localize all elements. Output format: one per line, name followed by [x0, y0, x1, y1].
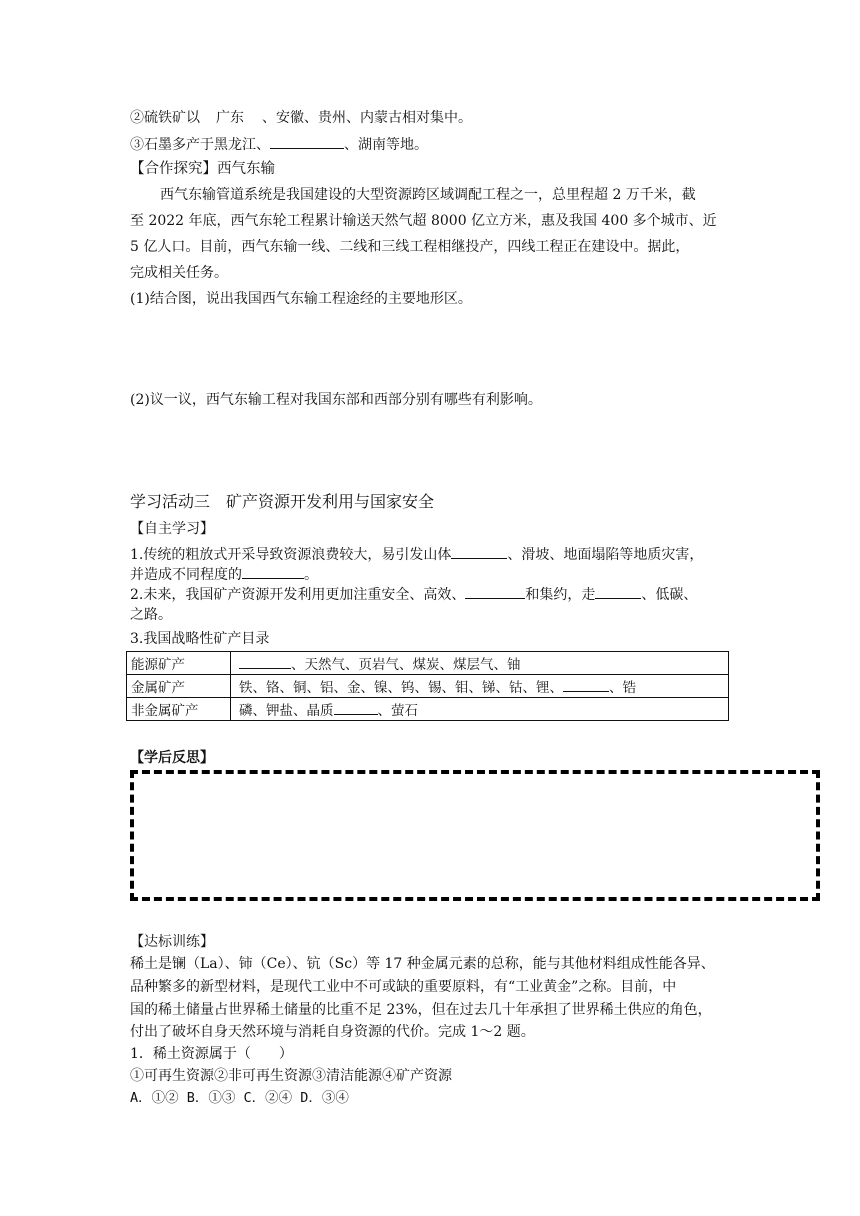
graphite-text-a: ③石墨多产于黑龙江、 [130, 137, 270, 153]
coop-para-line-1: 西气东输管道系统是我国建设的大型资源跨区域调配工程之一，总里程超 2 万千米，截 [160, 187, 696, 203]
table-row [127, 675, 729, 698]
item1-text-d: 。 [304, 567, 318, 583]
item2-text-b: 和集约，走 [525, 587, 596, 603]
item2-text-c: 、低碳、 [641, 587, 698, 603]
practice-question-1: 1．稀土资源属于（ ） [130, 1046, 293, 1062]
table-value [231, 675, 729, 698]
practice-q1-options: ①可再生资源②非可再生资源③清洁能源④矿产资源 [130, 1068, 452, 1084]
energy-blank[interactable] [239, 654, 291, 669]
item1-text-a: 1.传统的粗放式开采导致资源浪费较大，易引发山体 [130, 547, 452, 563]
table-value-text: 铁、铬、铜、铝、金、镍、钨、锡、钼、锑、钴、锂、 [239, 680, 563, 696]
coop-question-2: (2)议一议，西气东输工程对我国东部和西部分别有哪些有利影响。 [130, 392, 542, 408]
pyrite-line [130, 108, 472, 128]
coop-para-line-3: 5 亿人口。目前，西气东输一线、二线和三线工程相继投产，四线工程正在建设中。据此， [130, 239, 690, 255]
table-category: 非金属矿产 [127, 698, 231, 721]
graphite-text-b: 、湖南等地。 [344, 137, 428, 153]
table-value-text: 、锆 [609, 680, 636, 696]
metal-blank[interactable] [563, 677, 609, 692]
activity3-item2-line1 [130, 584, 697, 605]
pyrite-answer: 广东 [216, 110, 244, 126]
reflection-title: 【学后反思】 [130, 750, 214, 766]
table-value-text: 、萤石 [377, 703, 418, 719]
item1-blank-2[interactable] [242, 564, 304, 579]
table-row [127, 698, 729, 721]
activity3-item3: 3.我国战略性矿产目录 [130, 631, 270, 647]
activity3-title: 学习活动三 矿产资源开发利用与国家安全 [130, 492, 435, 511]
item1-text-b: 、滑坡、地面塌陷等地质灾害， [507, 547, 704, 563]
table-category: 能源矿产 [127, 652, 231, 675]
item2-blank-1[interactable] [465, 584, 525, 599]
coop-title: 【合作探究】西气东输 [130, 161, 275, 177]
activity3-item2-line2: 之路。 [130, 607, 172, 623]
table-value-text: 磷、钾盐、晶质 [239, 703, 334, 719]
practice-q1-choices[interactable]: A．①② B．①③ C．②④ D．③④ [130, 1090, 349, 1106]
item1-blank-1[interactable] [451, 544, 507, 559]
practice-para-line-2: 品种繁多的新型材料，是现代工业中不可或缺的重要原料，有“工业黄金”之称。目前，中 [130, 979, 677, 995]
coop-para-line-2: 至 2022 年底，西气东轮工程累计输送天然气超 8000 亿立方米，惠及我国 400 多个城市、近 [130, 213, 717, 229]
pyrite-text-c: 、安徽、贵州、内蒙古相对集中。 [262, 110, 472, 126]
practice-para-line-3: 国的稀土储量占世界稀土储量的比重不足 23%，但在过去几十年承担了世界稀土供应的角色， [130, 1002, 712, 1018]
practice-para-line-4: 付出了破坏自身天然环境与消耗自身资源的代价。完成 1～2 题。 [130, 1024, 535, 1040]
item2-blank-2[interactable] [595, 584, 641, 599]
practice-para-line-1: 稀土是镧（La）、铈（Ce）、钪（Sc）等 17 种金属元素的总称，能与其他材料组成性能各异、 [130, 956, 715, 972]
graphite-blank[interactable] [270, 134, 344, 149]
graphite-line [130, 134, 428, 155]
item2-text-a: 2.未来，我国矿产资源开发利用更加注重安全、高效、 [130, 587, 466, 603]
reflection-box[interactable] [130, 770, 820, 901]
nonmetal-blank[interactable] [334, 700, 378, 715]
table-value [231, 652, 729, 675]
table-row [127, 652, 729, 675]
coop-para-line-4: 完成相关任务。 [130, 265, 228, 281]
table-value-text: 、天然气、页岩气、煤炭、煤层气、铀 [291, 657, 521, 673]
pyrite-text-a: ②硫铁矿以 [130, 110, 200, 126]
table-value [231, 698, 729, 721]
item1-text-c: 并造成不同程度的 [130, 567, 242, 583]
strategic-minerals-table [126, 651, 729, 721]
activity3-item1-line1 [130, 544, 703, 565]
activity3-item1-line2 [130, 564, 318, 585]
self-study-title: 【自主学习】 [130, 521, 214, 537]
coop-question-1: (1)结合图，说出我国西气东输工程途经的主要地形区。 [130, 291, 472, 307]
practice-title: 【达标训练】 [130, 934, 214, 950]
table-category: 金属矿产 [127, 675, 231, 698]
